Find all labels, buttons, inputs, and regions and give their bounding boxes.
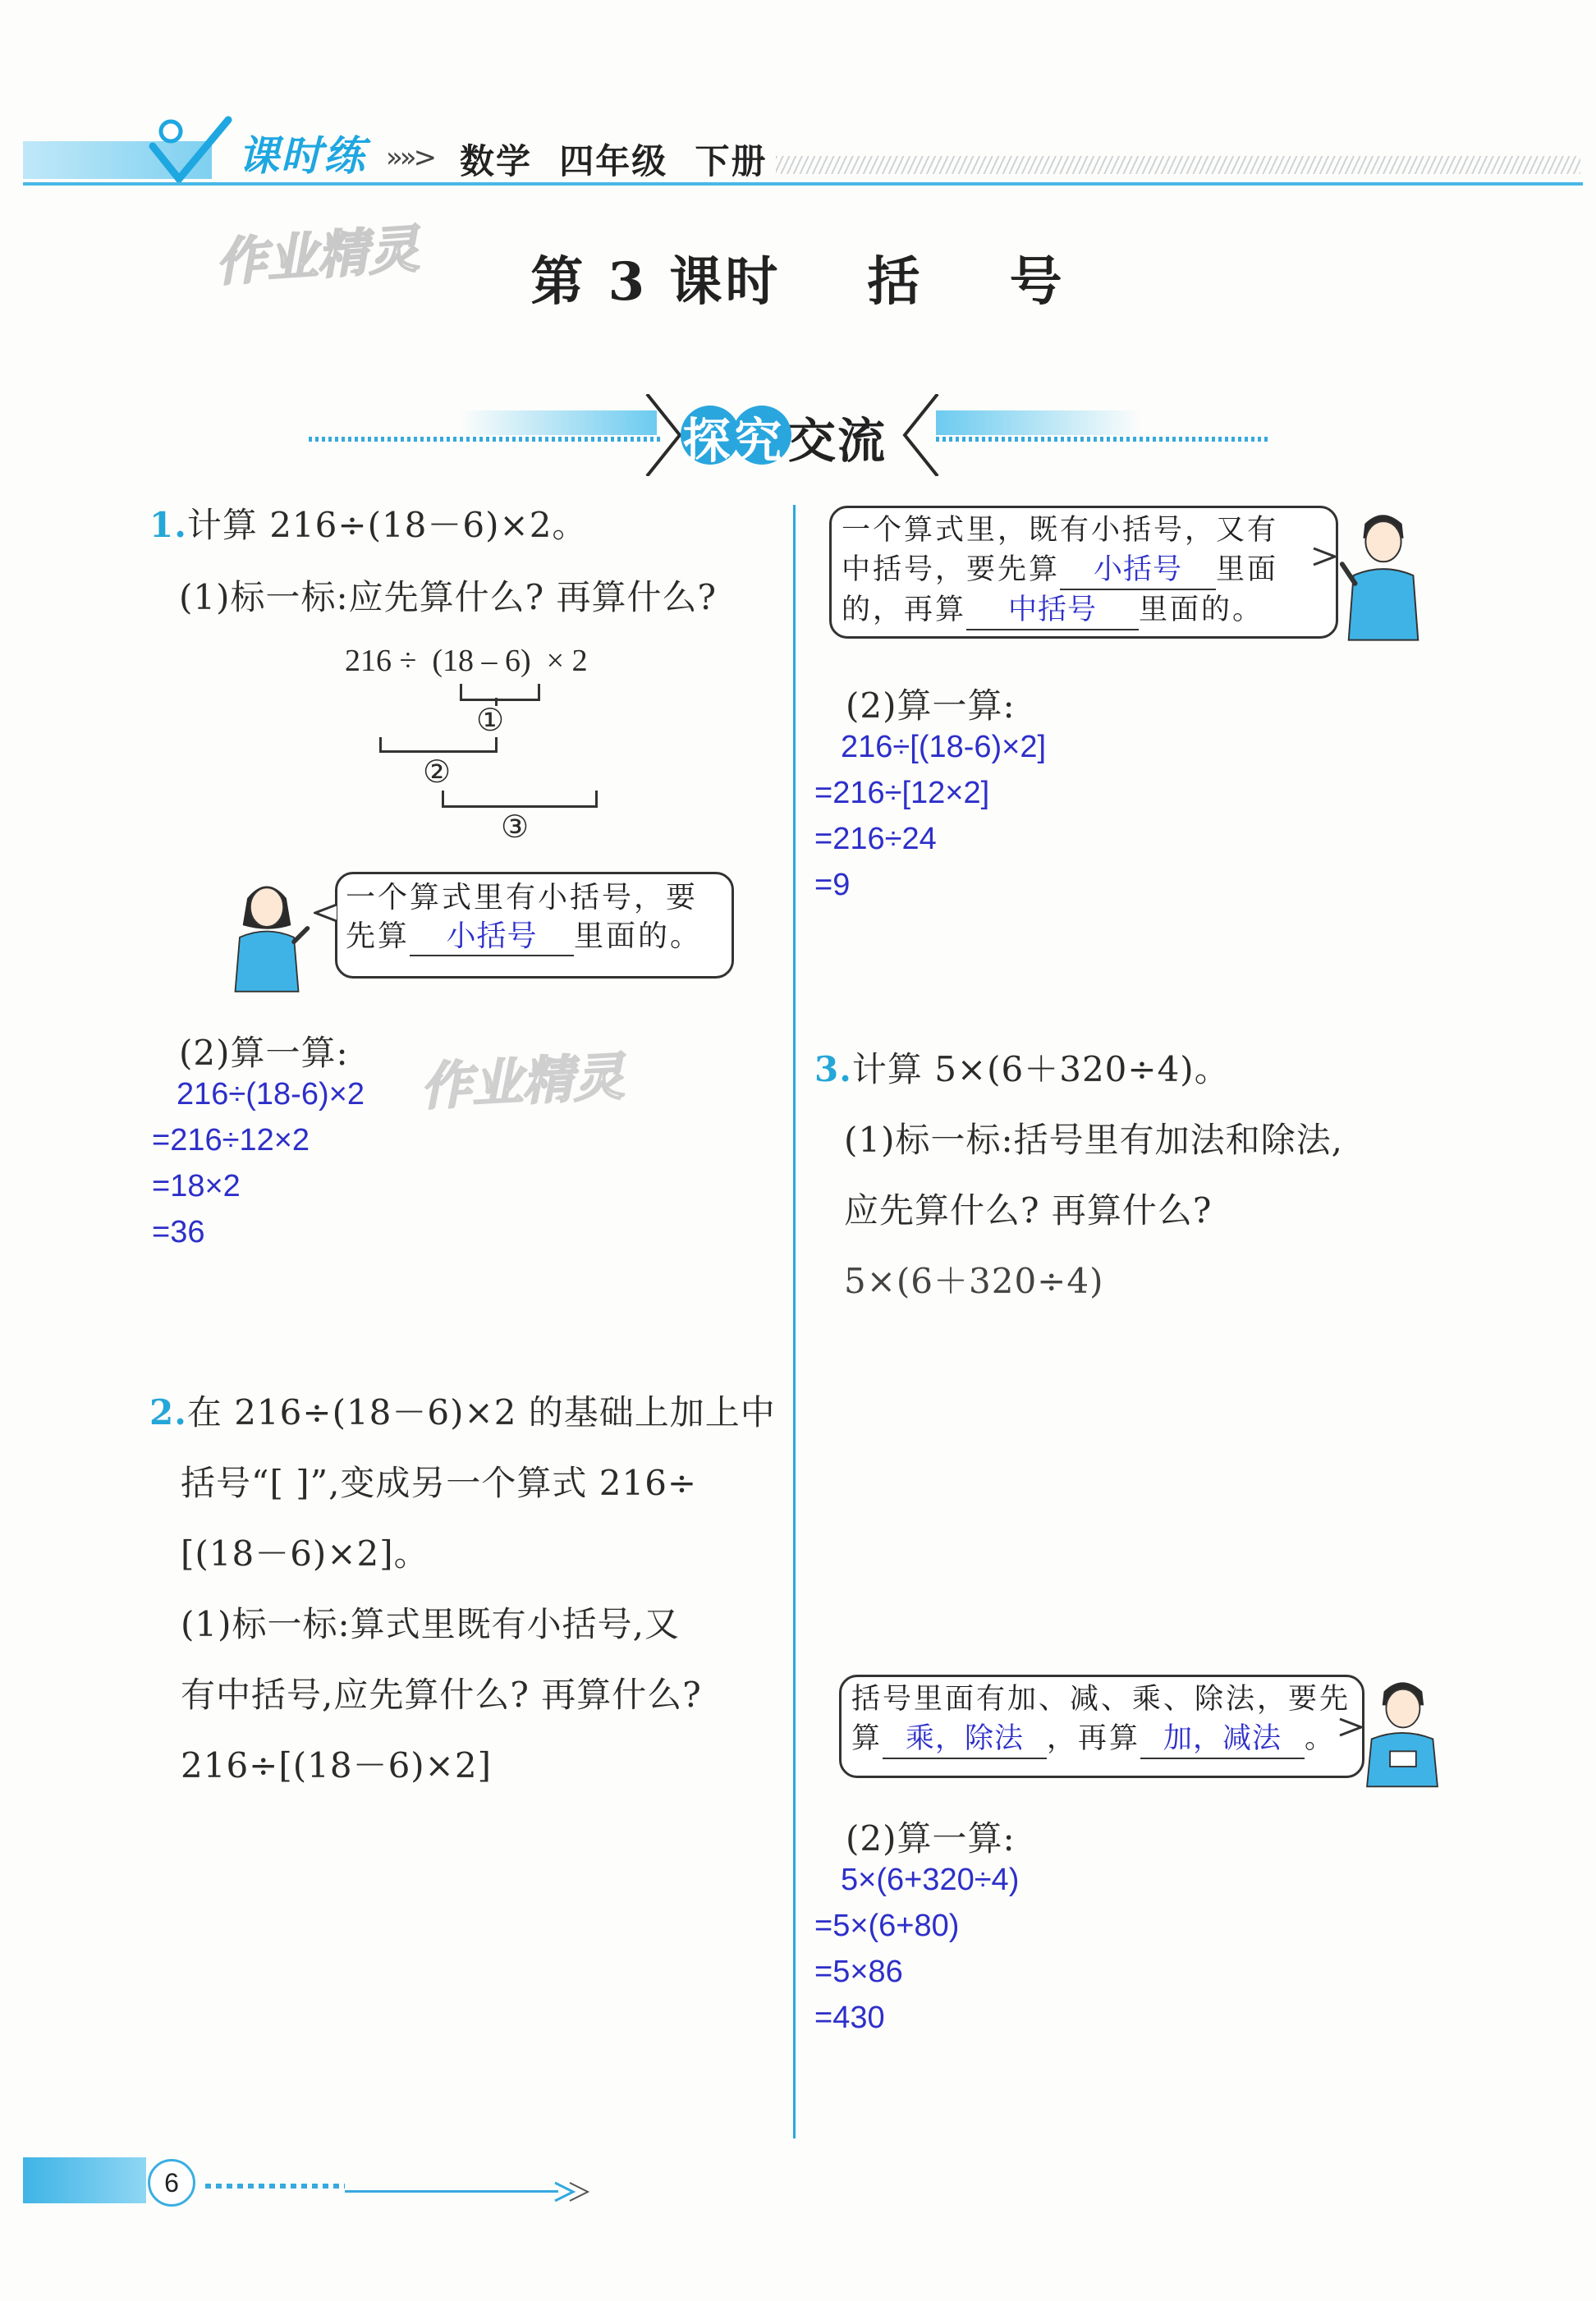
q3-work xyxy=(814,1857,1019,2041)
q2-part2: (2)算一算: xyxy=(846,685,1016,726)
section-title-char-2: 究 xyxy=(734,413,784,469)
q2-part1-line-2: 有中括号,应先算什么? 再算什么? xyxy=(181,1675,702,1715)
q3-part1-line-1: (1)标一标:括号里有加法和除法, xyxy=(844,1120,1343,1160)
q2-bubble-answer-1: 小括号 xyxy=(1060,550,1216,590)
q2-work xyxy=(814,724,1046,908)
q2-bubble-line3-post: 里面的。 xyxy=(1139,594,1264,626)
footer-arrow-icon xyxy=(552,2180,593,2204)
q1-bubble-line1: 一个算式里有小括号，要 xyxy=(346,881,699,914)
q2-work-line-2: =216÷[12×2] xyxy=(814,776,990,810)
girl-student-illustration xyxy=(222,870,312,1002)
q1-work-line-1: 216÷(18-6)×2 xyxy=(177,1077,365,1112)
section-title-char-3: 交 xyxy=(788,413,838,469)
header-hatch xyxy=(776,156,1580,174)
section-title-char-1: 探 xyxy=(682,413,732,469)
q1-step-1: ① xyxy=(476,702,505,738)
footer-band xyxy=(23,2157,146,2203)
q2-bubble-line2-post: 里面 xyxy=(1216,553,1279,586)
q3-part1-line-2: 应先算什么? 再算什么? xyxy=(844,1190,1213,1231)
q1-stem-text: 计算 216÷(18－6)×2。 xyxy=(186,505,588,545)
header-subject: 数学 四年级 下册 xyxy=(460,141,768,181)
q1-diagram-expression: 216 ÷ (18 – 6) × 2 xyxy=(345,644,588,678)
q2-expression: 216÷[(18－6)×2] xyxy=(181,1745,492,1785)
q2-stem-line-2: 括号“[ ]”,变成另一个算式 216÷ xyxy=(181,1463,698,1503)
q1-bracket-2 xyxy=(379,737,498,753)
q1-bubble-post: 里面的。 xyxy=(574,919,703,953)
boy-thinking-illustration xyxy=(1356,1671,1448,1794)
q3-work-line-1: 5×(6+320÷4) xyxy=(841,1863,1020,1897)
q3-bubble-pre: 算 xyxy=(851,1722,883,1755)
q1-speech-bubble xyxy=(335,872,734,979)
q2-bubble-answer-2: 中括号 xyxy=(966,590,1139,630)
watermark-mid: 作业精灵 xyxy=(419,1046,626,1117)
q3-work-line-4: =430 xyxy=(814,2001,885,2035)
q3-expression: 5×(6＋320÷4) xyxy=(844,1261,1104,1301)
footer-arrow-line xyxy=(345,2190,558,2193)
q1-bubble-line2 xyxy=(346,917,723,956)
q1-step-3: ③ xyxy=(501,809,530,845)
section-title xyxy=(681,402,887,471)
q2-work-line-1: 216÷[(18-6)×2] xyxy=(841,730,1047,764)
q1-bubble-answer: 小括号 xyxy=(410,917,574,956)
q3-part2: (2)算一算: xyxy=(846,1818,1016,1859)
banner-dotted-line-right xyxy=(936,437,1268,442)
q2-speech-bubble xyxy=(829,506,1338,639)
q2-work-line-4: =9 xyxy=(814,868,851,902)
watermark: 作业精灵 xyxy=(213,218,421,293)
q3-bubble-post: 。 xyxy=(1305,1722,1337,1755)
q3-bubble-line2 xyxy=(851,1719,1352,1759)
q3-speech-bubble xyxy=(839,1675,1364,1778)
q1-stem xyxy=(149,502,587,548)
q3-bubble-answer-2: 加，减法 xyxy=(1140,1719,1305,1759)
q1-work-line-4: =36 xyxy=(152,1215,205,1249)
boy-student-illustration xyxy=(1334,505,1431,644)
q2-part1-line-1: (1)标一标:算式里既有小括号,又 xyxy=(181,1604,680,1644)
q1-work-line-2: =216÷12×2 xyxy=(152,1123,310,1157)
footer-dotted-line xyxy=(205,2184,345,2189)
lesson-title: 第 3 课时 括 号 xyxy=(530,251,1066,313)
q2-stem-line-3: [(18－6)×2]。 xyxy=(181,1533,429,1574)
q2-number: 2. xyxy=(149,1392,187,1432)
q2-work-line-3: =216÷24 xyxy=(814,822,937,856)
q1-part2: (2)算一算: xyxy=(179,1033,349,1073)
q3-stem: 计算 5×(6＋320÷4)。 xyxy=(851,1049,1230,1089)
q3-bubble-answer-1: 乘，除法 xyxy=(883,1719,1047,1759)
page-number: 6 xyxy=(148,2159,195,2207)
q2-bubble-line1: 一个算式里，既有小括号，又有 xyxy=(842,514,1279,547)
q1-bubble-tail xyxy=(314,901,338,926)
section-title-char-4: 流 xyxy=(837,413,887,469)
q1-bracket-1 xyxy=(460,684,540,701)
q3-number: 3. xyxy=(814,1049,852,1089)
q1-step-2: ② xyxy=(423,754,452,790)
header-rule xyxy=(23,182,1583,186)
q3-work-line-3: =5×86 xyxy=(814,1955,903,1989)
q2-bubble-line3 xyxy=(842,590,1326,630)
q3-bubble-mid: ，再算 xyxy=(1047,1722,1141,1755)
banner-gradient-left xyxy=(460,410,657,435)
q2-stem-line-1: 在 216÷(18－6)×2 的基础上加上中 xyxy=(186,1392,776,1432)
q2-bubble-tail xyxy=(1312,545,1337,570)
q3-work-line-2: =5×(6+80) xyxy=(814,1909,960,1943)
brand-logo: 课时练 xyxy=(238,132,366,180)
q2-stem xyxy=(149,1377,776,1801)
q3-bubble-line1: 括号里面有加、减、乘、除法，要先 xyxy=(851,1683,1351,1716)
q2-bubble-line3-pre: 的，再算 xyxy=(842,594,967,626)
header-arrows: »»> xyxy=(386,141,434,174)
q1-number: 1. xyxy=(149,505,187,545)
q1-work-line-3: =18×2 xyxy=(152,1169,241,1203)
q1-bracket-3 xyxy=(442,791,598,808)
q3-block xyxy=(814,1034,1343,1317)
brand-check-icon xyxy=(146,113,236,189)
column-divider xyxy=(793,505,796,2138)
q1-part1: (1)标一标:应先算什么? 再算什么? xyxy=(179,577,718,617)
banner-gradient-right xyxy=(936,410,1141,435)
q2-bubble-line2 xyxy=(842,550,1326,590)
q2-bubble-line2-pre: 中括号，要先算 xyxy=(842,553,1061,586)
q1-work xyxy=(152,1071,365,1255)
q1-bubble-pre: 先算 xyxy=(346,919,410,953)
banner-dotted-line-left xyxy=(309,437,662,442)
